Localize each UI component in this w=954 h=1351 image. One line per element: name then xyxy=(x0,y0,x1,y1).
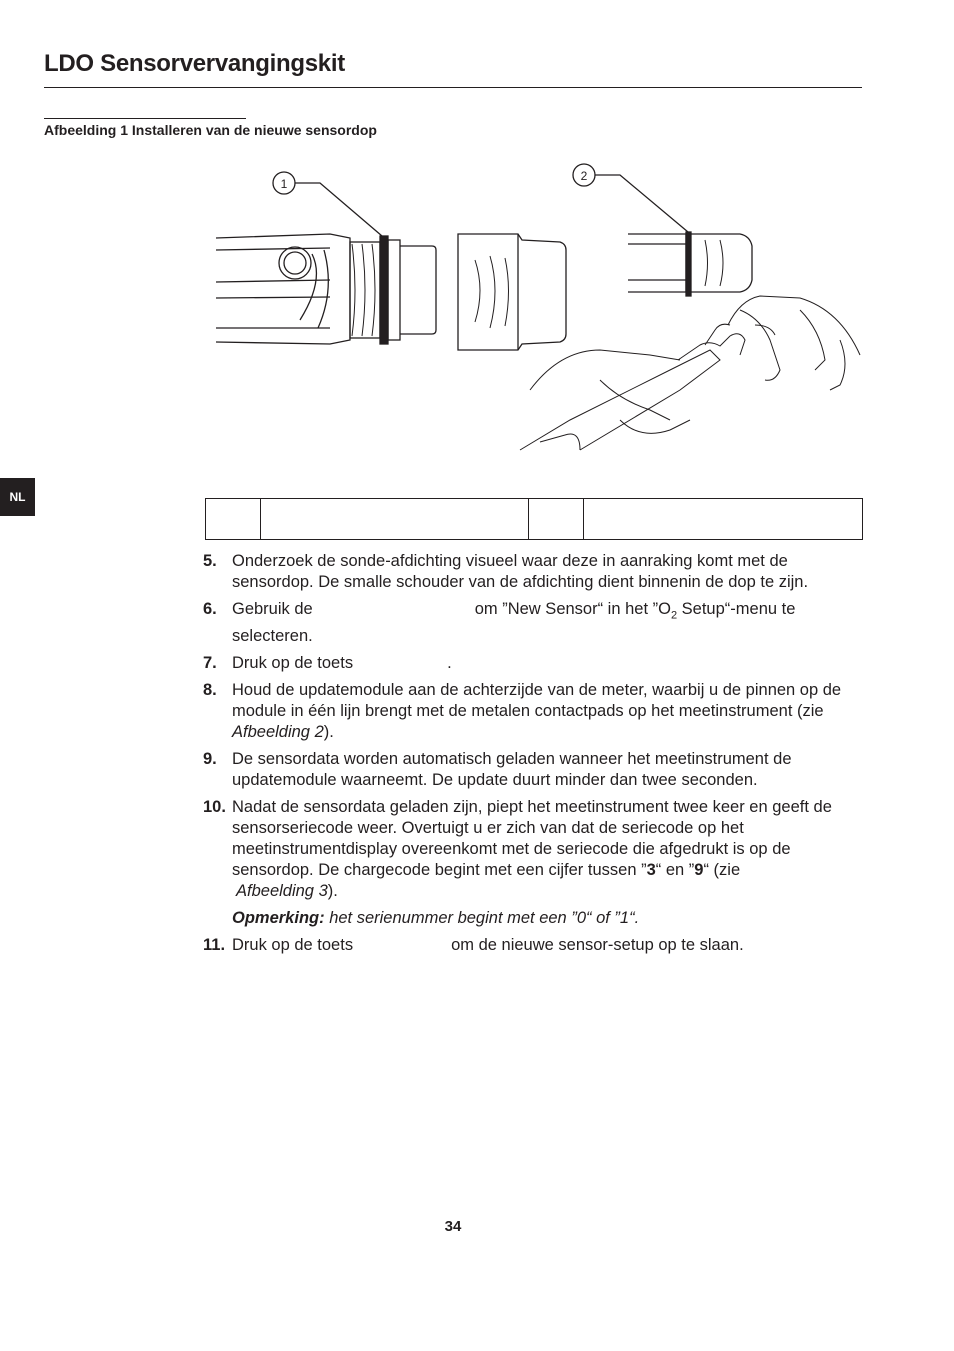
digit: 9 xyxy=(694,861,704,880)
list-item xyxy=(203,797,868,902)
list-item xyxy=(203,749,868,791)
step-text: “ (zie xyxy=(703,861,741,880)
legend-cell xyxy=(584,499,863,540)
step-number: 9. xyxy=(203,750,217,769)
step-text: Gebruik de xyxy=(232,600,313,618)
step-text: ). xyxy=(327,882,338,901)
step-text: Setup“-menu te selecteren. xyxy=(232,600,796,646)
list-item xyxy=(203,680,868,743)
step-number: 11. xyxy=(203,936,226,955)
step-number: 6. xyxy=(203,600,217,618)
language-tab: NL xyxy=(0,478,35,516)
list-item xyxy=(203,599,868,647)
step-text: om de nieuwe sensor-setup op te slaan. xyxy=(451,936,744,955)
subscript: 2 xyxy=(670,609,678,622)
step-number: 5. xyxy=(203,552,217,570)
step-text: Druk op de toets xyxy=(232,936,354,955)
step-text: De sensordata worden automatisch geladen wanneer het meetinstrument de updatemodule waarneemt. De update duurt minder dan twee seconden. xyxy=(232,750,792,790)
list-item xyxy=(203,551,868,593)
page-number: 34 xyxy=(444,1218,462,1235)
step-number: 8. xyxy=(203,681,217,700)
step-text: Onderzoek de sonde-afdichting visueel waar deze in aanraking komt met de sensordop. De smalle schouder van de afdichting dient binnenin de dop te zijn. xyxy=(232,552,809,591)
step-text: ). xyxy=(323,723,334,742)
step-text: Houd de updatemodule aan de achterzijde van de meter, waarbij u de pinnen op de module in één lijn brengt met de metalen contactpads op het meetinstrument (zie xyxy=(232,681,842,721)
sensor-cap-illustration xyxy=(200,150,880,490)
probe-assembled-illustration xyxy=(628,232,752,296)
procedure-steps xyxy=(203,551,868,962)
list-item xyxy=(203,653,868,674)
hands-illustration xyxy=(520,296,860,450)
note-text: het serienummer begint met een ”0“ of ”1“. xyxy=(324,909,640,928)
step-text: Druk op de toets xyxy=(232,654,354,673)
probe-body-illustration xyxy=(216,234,436,344)
title-divider xyxy=(44,87,862,88)
figure-reference: Afbeelding 2 xyxy=(232,723,324,742)
step-number: 7. xyxy=(203,654,217,673)
legend-cell xyxy=(529,499,584,540)
step-text: “ en ” xyxy=(655,861,695,880)
page-title: LDO Sensorvervangingskit xyxy=(44,50,345,77)
digit: 3 xyxy=(646,861,656,880)
legend-cell xyxy=(261,499,529,540)
sensor-cap-illustration-part xyxy=(458,234,566,350)
figure-caption: Afbeelding 1 Installeren van de nieuwe sensordop xyxy=(44,122,377,138)
step-text: Nadat de sensordata geladen zijn, piept het meetinstrument twee keer en geeft de sensorseriecode weer. Overtuigt u er zich van dat de seriecode op het meetinstrumentdisplay overeenkomt met de seriecode die afgedrukt is op de sensordop. De chargecode begint met een cijfer tussen ” xyxy=(232,798,832,880)
legend-cell xyxy=(206,499,261,540)
step-text: om ”New Sensor“ in het ”O xyxy=(474,600,671,618)
note xyxy=(203,908,868,929)
caption-divider xyxy=(44,118,246,119)
figure-legend-table xyxy=(205,498,863,540)
callout-1: 1 xyxy=(280,177,288,191)
note-label: Opmerking: xyxy=(232,909,325,928)
callout-2: 2 xyxy=(580,169,588,183)
figure-reference: Afbeelding 3 xyxy=(236,882,328,901)
step-text: . xyxy=(447,654,452,673)
list-item xyxy=(203,935,868,956)
step-number: 10. xyxy=(203,798,226,817)
